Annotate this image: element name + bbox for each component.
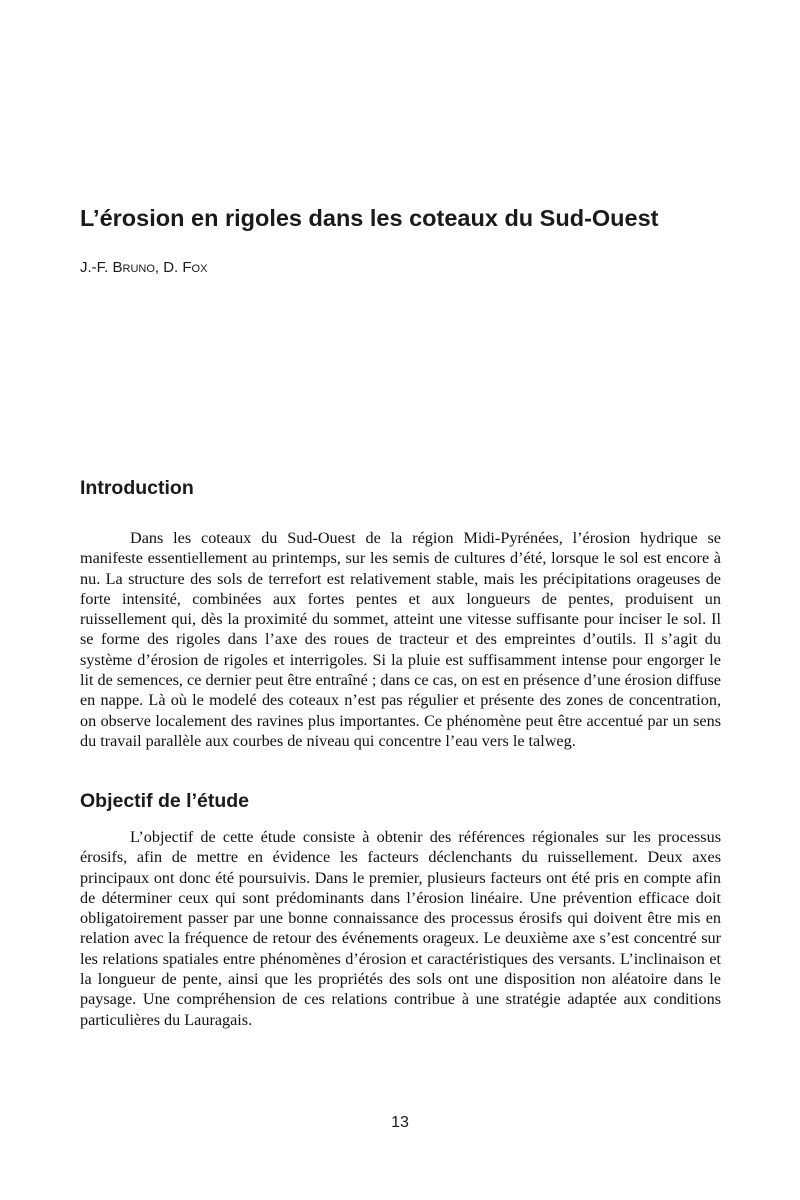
page-number: 13 bbox=[391, 1114, 409, 1131]
section-heading-objectif: Objectif de l’étude bbox=[80, 790, 250, 812]
article-authors: J.-F. Bruno, D. Fox bbox=[80, 259, 208, 276]
section-heading-introduction: Introduction bbox=[80, 477, 194, 499]
objectif-paragraph: L’objectif de cette étude consiste à obtenir des références régionales sur les processus érosifs, afin de mettre en évidence les facteurs déclenchants du ruissellement. Deux axes principaux ont donc été poursuivis. Dans le premier, plusieurs facteurs ont été pris en compte afin de déterminer ceux qui sont prédominants dans l’érosion linéaire. Une prévention efficace doit obligatoirement passer par une bonne connaissance des processus érosifs qui doivent être mis en relation avec la fréquence de retour des événements orageux. Le deuxième axe s’est concentré sur les relations spatiales entre phénomènes d’érosion et caractéristiques des versants. L’inclinaison et la longueur de pente, ainsi que les propriétés des sols ont une disposition non aléatoire dans le paysage. Une compréhension de ces relations contribue à une stratégie adaptée aux conditions particulières du Lauragais. bbox=[80, 828, 721, 1029]
article-title: L’érosion en rigoles dans les coteaux du Sud-Ouest bbox=[80, 205, 659, 231]
introduction-paragraph: Dans les coteaux du Sud-Ouest de la région Midi-Pyrénées, l’érosion hydrique se manifeste essentiellement au printemps, sur les semis de cultures d’été, lorsque le sol est encore à nu. La structure des sols de terrefort est relativement stable, mais les précipitations orageuses de forte intensité, combinées aux fortes pentes et aux longueurs de pentes, produisent un ruissellement qui, dès la proximité du sommet, atteint une vitesse suffisante pour inciser le sol. Il se forme des rigoles dans l’axe des roues de tracteur et des empreintes d’outils. Il s’agit du système d’érosion de rigoles et interrigoles. Si la pluie est suffisamment intense pour engorger le lit de semences, ce dernier peut être entraîné ; dans ce cas, on est en présence d’une érosion diffuse en nappe. Là où le modelé des coteaux n’est pas régulier et présente des zones de concentration, on observe localement des ravines plus importantes. Ce phénomène peut être accentué par un sens du travail parallèle aux courbes de niveau qui concentre l’eau vers le talweg. bbox=[80, 529, 721, 750]
